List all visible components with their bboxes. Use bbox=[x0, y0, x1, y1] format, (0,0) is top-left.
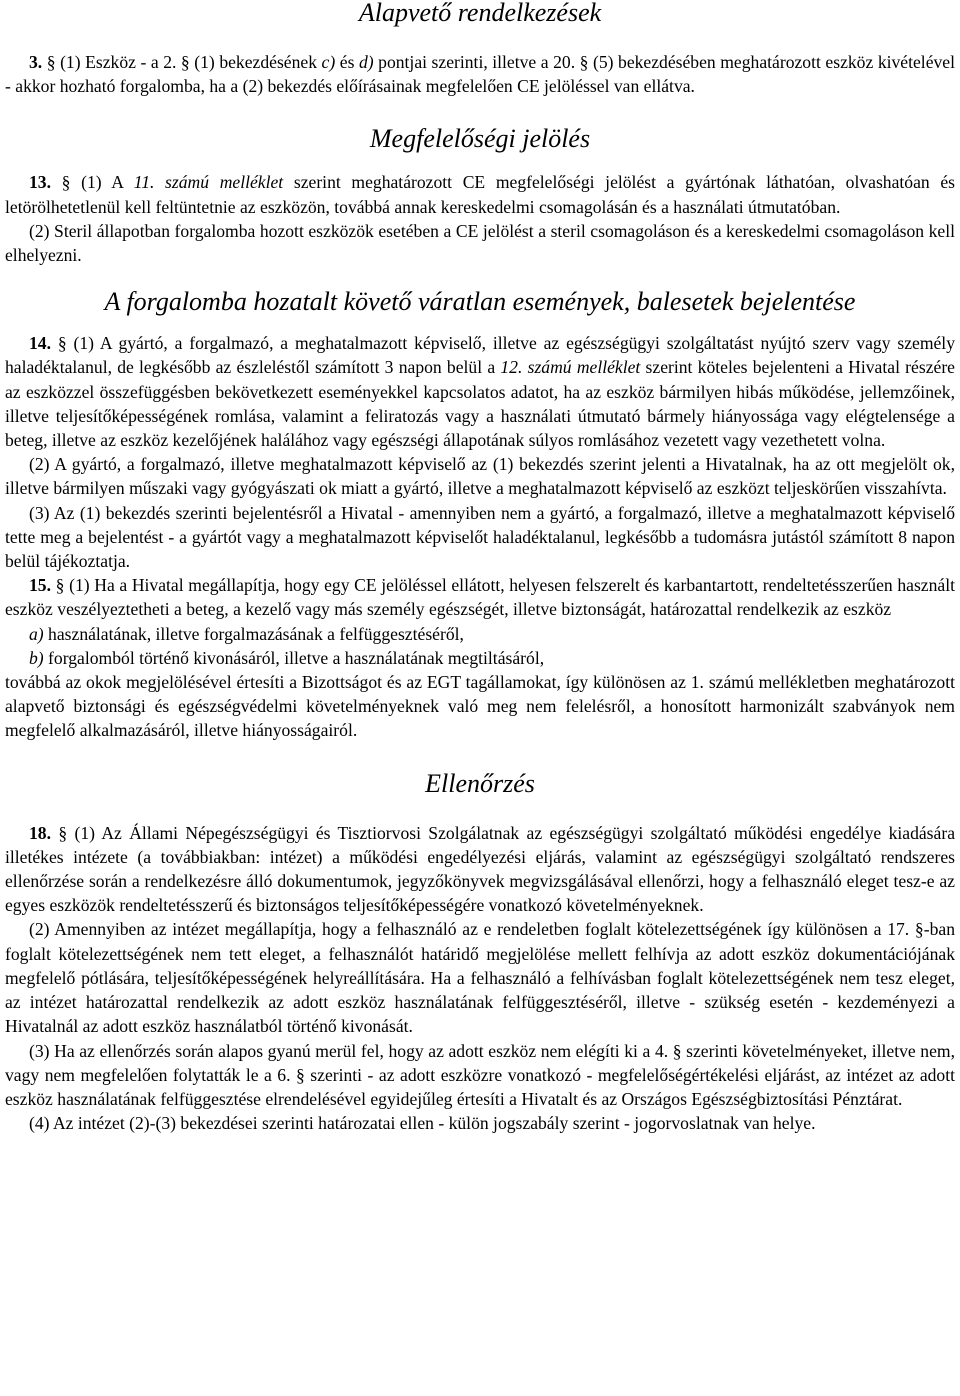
section-14: 14. § (1) A gyártó, a forgalmazó, a meghatalmazott képviselő, illetve az egészségügyi szolgáltatást nyújtó szerv vagy személy haladéktalanul, de legkésőbb az észleléstől számított 3 napon belül a 12. számú melléklet szerint köteles bejelenteni a Hivatal részére az eszközzel összefüggésben bekövetkezett eseményekkel kapcsolatos adatot, ha az eszköz bármilyen hibás működése, jellemzőinek, illetve teljesítőképességének romlása, valamint a feliratozás vagy a használati útmutató bármely hiányossága vagy elégtelensége a beteg, illetve az eszköz kezelőjének halálához vagy egészségi állapotának súlyos romlásához vezetett vagy vezethetett volna. bbox=[5, 333, 955, 451]
section-number: 18. bbox=[29, 822, 51, 843]
section-18: 18. § (1) Az Állami Népegészségügyi és Tisztiorvosi Szolgálatnak az egészségügyi szolgáltató működési engedélye kiadására illetékes intézete (a továbbiakban: intézet) a működési engedélyezési eljárás, valamint az egészségügyi szolgáltató rendszeres ellenőrzése során a rendelkezésre álló dokumentumok, jegyzőkönyvek megvizsgálásával ellenőrzi, hogy a felhasználó eleget tesz-e az egyes eszközök rendeltetésszerű és biztonságos teljesítőképességére vonatkozó követelményeknek. bbox=[5, 822, 955, 916]
list-item-a: a) használatának, illetve forgalmazásának a felfüggesztéséről, bbox=[29, 623, 464, 644]
section-15: 15. § (1) Ha a Hivatal megállapítja, hogy egy CE jelöléssel ellátott, helyesen felszerelt és karbantartott, rendeltetésszerűen használt eszköz veszélyeztetheti a beteg, a kezelő vagy más személy egészségét, illetve biztonságát, határozattal rendelkezik az eszköz bbox=[5, 575, 955, 620]
section-13: 13. § (1) A 11. számú melléklet szerint meghatározott CE megfelelőségi jelölést a gyártónak láthatóan, olvashatóan és letörölhetetlenül kell feltüntetnie az eszközön, továbbá annak kereskedelmi csomagolásán és a használati útmutatóban. bbox=[5, 172, 955, 217]
section-number: 3. bbox=[29, 52, 43, 72]
heading-inspection: Ellenőrzés bbox=[425, 768, 535, 798]
heading-incident-reporting: A forgalomba hozatalt követő váratlan események, balesetek bejelentése bbox=[104, 287, 856, 317]
annex-reference: 11. számú melléklet bbox=[133, 172, 284, 193]
section-15-tail: továbbá az okok megjelölésével értesíti a Bizottságot és az EGT tagállamokat, így különösen az 1. számú mellékletben meghatározott alapvető biztonsági és egészségvédelmi követelményeknek való meg nem felelésről, a honosított harmonizált szabványok nem megfelelő alkalmazásáról, illetve hiányosságairól. bbox=[5, 672, 955, 741]
section-14-para-2: (2) A gyártó, a forgalmazó, illetve meghatalmazott képviselő az (1) bekezdés szerint jelenti a Hivatalnak, ha az ott megjelölt ok, illetve bármilyen műszaki vagy gyógyászati ok miatt a gyártó, illetve a meghatalmazott képviselő az eszközt teljeskörűen visszahívta. bbox=[5, 454, 955, 499]
list-item-b: b) forgalomból történő kivonásáról, illetve a használatának megtiltásáról, bbox=[29, 647, 545, 668]
section-14-para-3: (3) Az (1) bekezdés szerinti bejelentésről a Hivatal - amennyiben nem a gyártó, a forgalmazó, illetve a meghatalmazott képviselő tette meg a bejelentést - a gyártót vagy a meghatalmazott képviselőt haladéktalanul, legkésőbb a tudomásra jutástól számított 8 napon belül tájékoztatja. bbox=[5, 502, 955, 572]
annex-reference: 12. számú melléklet bbox=[500, 357, 641, 378]
section-13-para-2: (2) Steril állapotban forgalomba hozott eszközök esetében a CE jelölést a steril csomagoláson és a kereskedelmi csomagoláson kell elhelyezni. bbox=[5, 220, 955, 266]
section-18-para-4: (4) Az intézet (2)-(3) bekezdései szerinti határozatai ellen - külön jogszabály szerint - jogorvoslatnak van helye. bbox=[29, 1113, 816, 1134]
section-18-para-3: (3) Ha az ellenőrzés során alapos gyanú merül fel, hogy az adott eszköz nem elégíti ki a 4. § szerinti követelményeket, illetve nem, vagy nem megfelelően folytatták le a 6. § szerinti - az adott eszközre vonatkozó - megfelelőségértékelési eljárást, az intézet az adott eszköz használatának felfüggesztése elrendelésével egyidejűleg értesíti a Hivatalt és az Országos Egészségbiztosítási Pénztárat. bbox=[5, 1040, 955, 1109]
section-number: 13. bbox=[29, 172, 51, 193]
section-3: 3. § (1) Eszköz - a 2. § (1) bekezdésének c) és d) pontjai szerinti, illetve a 20. § (5) bekezdésében meghatározott eszköz kivételével - akkor hozható forgalomba, ha a (2) bekezdés előírásainak megfelelően CE jelöléssel van ellátva. bbox=[5, 52, 955, 97]
section-number: 15. bbox=[29, 575, 51, 596]
heading-conformity-marking: Megfelelőségi jelölés bbox=[369, 124, 591, 154]
heading-basic-provisions: Alapvető rendelkezések bbox=[358, 0, 602, 27]
section-18-para-2: (2) Amennyiben az intézet megállapítja, hogy a felhasználó az e rendeletben foglalt kötelezettségének így különösen a 17. §-ban foglalt kötelezettségének nem tett eleget, a felhasználót határidő megjelölése mellett felhívja az adott eszköz dokumentációjának megfelelő pótlására, teljesítőképességének helyreállítására. Ha a felhasználó a felhívásban foglalt kötelezettségének nem tesz eleget, az intézet határozattal rendelkezik az adott eszköz használatának felfüggesztéséről, illetve - szükség esetén - kezdeményezi a Hivatalnál az adott eszköz használatból történő kivonását. bbox=[5, 919, 955, 1037]
section-number: 14. bbox=[29, 333, 51, 354]
